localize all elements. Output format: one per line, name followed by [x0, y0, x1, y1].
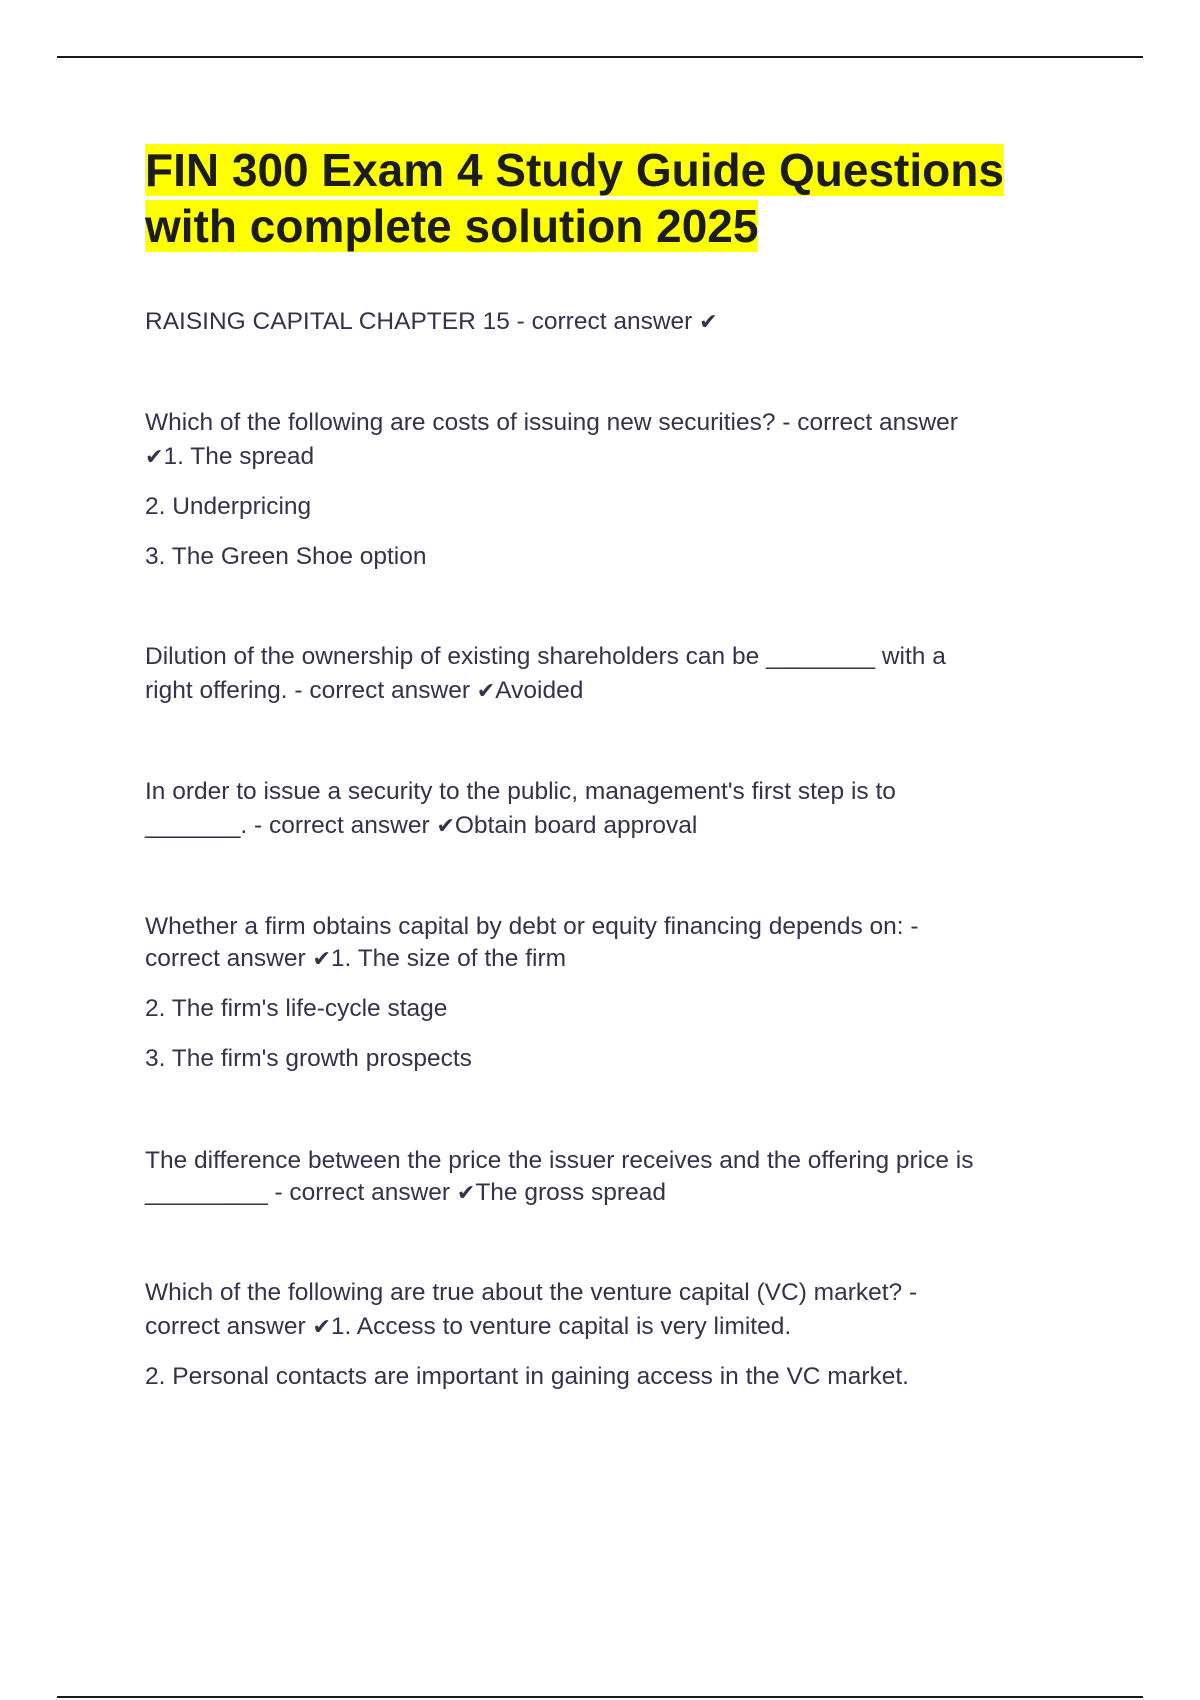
text-line: [145, 406, 958, 440]
text-line: [145, 809, 697, 844]
line-text: Which of the following are costs of issuing new securities? - correct answer: [145, 409, 958, 436]
line-text: RAISING CAPITAL CHAPTER 15 - correct answer: [145, 308, 700, 335]
line-text: 2. Personal contacts are important in gaining access in the VC market.: [145, 1363, 909, 1390]
text-line: [145, 1042, 472, 1076]
answer-text: 1. The size of the firm: [330, 945, 567, 972]
text-line: [145, 910, 919, 944]
line-text: 3. The firm's growth prospects: [145, 1045, 472, 1072]
text-line: [145, 1360, 909, 1394]
text-line: [145, 674, 583, 709]
check-mark-icon: ✔: [699, 310, 718, 335]
line-text: In order to issue a security to the public, management's first step is to: [145, 778, 896, 805]
line-text: 2. The firm's life-cycle stage: [145, 995, 448, 1022]
answer-text: Obtain board approval: [454, 812, 698, 839]
answer-text: Avoided: [495, 677, 584, 704]
answer-text: The gross spread: [475, 1179, 666, 1206]
line-text: 2. Underpricing: [145, 493, 312, 520]
check-mark-icon: ✔: [312, 947, 331, 972]
check-mark-icon: ✔: [456, 1181, 476, 1206]
line-text: correct answer: [145, 1313, 313, 1340]
line-text: correct answer: [145, 945, 313, 972]
answer-text: 1. Access to venture capital is very limited.: [330, 1313, 792, 1340]
line-text: _________ - correct answer: [145, 1179, 457, 1206]
text-line: [145, 1276, 917, 1310]
text-line: [145, 1144, 974, 1178]
bottom-rule: [57, 1696, 1143, 1698]
check-mark-icon: ✔: [436, 814, 455, 839]
line-text: 3. The Green Shoe option: [145, 543, 427, 570]
text-line: [145, 440, 314, 475]
line-text: The difference between the price the issuer receives and the offering price is: [145, 1147, 974, 1174]
line-text: Which of the following are true about the venture capital (VC) market? -: [145, 1279, 918, 1306]
text-line: [145, 992, 447, 1026]
answer-text: 1. The spread: [163, 443, 315, 470]
check-mark-icon: ✔: [476, 679, 496, 704]
document-title: FIN 300 Exam 4 Study Guide Questions with complete solution 2025: [145, 144, 1004, 252]
check-mark-icon: ✔: [312, 1315, 331, 1340]
top-rule: [57, 56, 1143, 58]
check-mark-icon: ✔: [145, 445, 164, 470]
text-line: [145, 305, 718, 340]
line-text: Dilution of the ownership of existing shareholders can be ________ with a: [145, 643, 946, 670]
text-line: [145, 775, 896, 809]
text-line: [145, 942, 566, 977]
text-line: [145, 1176, 666, 1211]
text-line: [145, 490, 311, 524]
text-line: [145, 540, 427, 574]
text-line: [145, 1310, 791, 1345]
line-text: Whether a firm obtains capital by debt or equity financing depends on: -: [145, 913, 919, 940]
line-text: _______. - correct answer: [145, 812, 437, 839]
text-line: [145, 640, 946, 674]
line-text: right offering. - correct answer: [145, 677, 477, 704]
